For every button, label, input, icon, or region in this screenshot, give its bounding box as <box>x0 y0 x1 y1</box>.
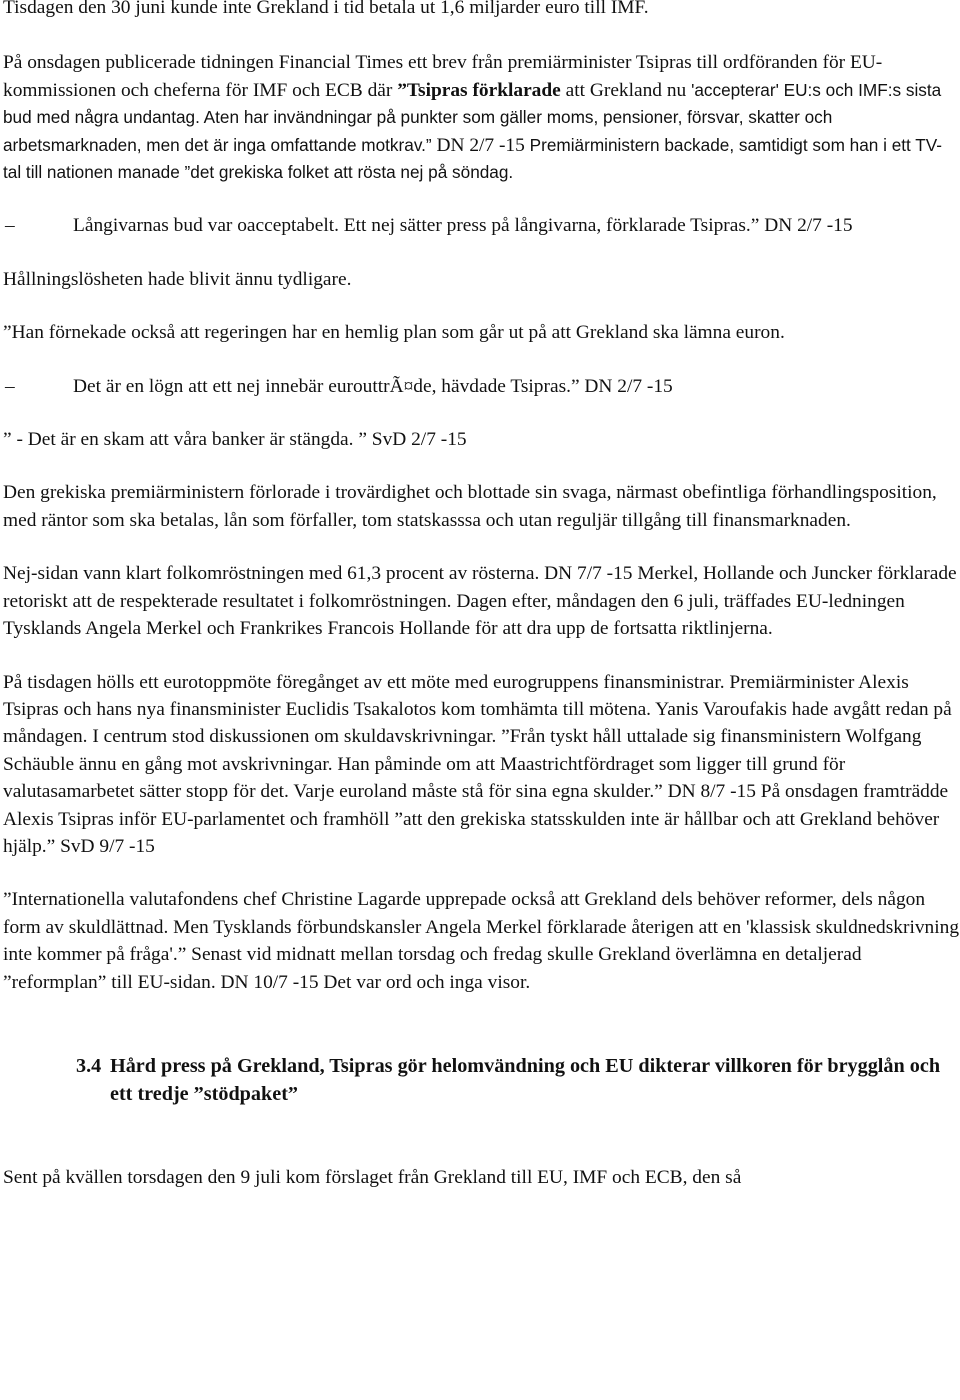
text-run: att Grekland nu <box>560 79 692 101</box>
quote-run: Premiärministern backade, samtidigt som han i ett TV-tal till nationen manade ”det grekiska folket att rösta nej på söndag. <box>3 134 943 183</box>
paragraph-imf-lagarde: ”Internationella valutafondens chef Christine Lagarde upprepade också att Grekland dels behöver reformer, dels någon form av skuldlättnad. Men Tysklands förbundskansler Angela Merkel förklarade återigen att en 'klassisk skuldnedskrivning inte kommer på fråga'.” Senast vid midnatt mellan torsdag och fredag skulle Grekland överlämna en detaljerad ”reformplan” till EU-sidan. DN 10/7 -15 Det var ord och inga visor. <box>3 889 960 993</box>
paragraph-inconsistency: Hållningslösheten hade blivit ännu tydligare. <box>3 268 352 290</box>
paragraph-imf-payment: Tisdagen den 30 juni kunde inte Grekland i tid betala ut 1,6 miljarder euro till IMF. <box>3 0 649 18</box>
paragraph-referendum: Nej-sidan vann klart folkomröstningen med 61,3 procent av rösterna. DN 7/7 -15 Merkel, Hollande och Juncker förklarade retoriskt att de respekterade resultatet i folkomröstningen. Dagen efter, måndagen den 6 juli, träffades EU-ledningen Tysklands Angela Merkel och Frankrikes Francois Hollande för att dra upp de fortsatta riktlinjerna. <box>3 563 957 640</box>
section-title: Hård press på Grekland, Tsipras gör helomvändning och EU dikterar villkoren för brygglån och ett tredje ”stödpaket” <box>110 1054 941 1105</box>
dash-item-lie <box>3 373 960 400</box>
paragraph-euro-summit: På tisdagen hölls ett eurotoppmöte föregånget av ett möte med eurogruppens finansministrar. Premiärminister Alexis Tsipras och hans nya finansminister Euclidis Tsakalotos kom tomhämta till mötena. Yanis Varoufakis hade avgått redan på måndagen. I centrum stod diskussionen om skuldavskrivningar. ”Från tyskt håll uttalade sig finansministern Wolfgang Schäuble ännu en gång mot avskrivningar. Han påminde om att Maastrichtfördraget som ligger till grund för valutasamarbetet sätter stopp för det. Varje euroland måste stå för sina egna skulder.” DN 8/7 -15 På onsdagen framträdde Alexis Tsipras inför EU-parlamentet och framhöll ”att den grekiska statsskulden inte är hållbar och att Grekland behöver hjälp.” SvD 9/7 -15 <box>3 671 952 857</box>
paragraph-credibility: Den grekiska premiärministern förlorade i trovärdighet och blottade sin svaga, närmast obefintliga förhandlingsposition, med räntor som ska betalas, lån som förfaller, tom statskasssa och utan reguljär tillgång till finansmarknaden. <box>3 482 937 531</box>
bold-quote: ”Tsipras förklarade <box>397 79 561 101</box>
text-run: DN 2/7 -15 <box>431 134 530 156</box>
dash-item-text: Långivarnas bud var oacceptabelt. Ett nej sätter press på långivarna, förklarade Tsipras.” DN 2/7 -15 <box>73 215 853 237</box>
paragraph-greek-proposal: Sent på kvällen torsdagen den 9 juli kom förslaget från Grekland till EU, IMF och ECB, den så <box>3 1166 742 1188</box>
dash-marker: – <box>5 215 15 237</box>
paragraph-banks-closed: ” - Det är en skam att våra banker är stängda. ” SvD 2/7 -15 <box>3 429 467 451</box>
text-run: På onsdagen publicerade tidningen Financial Times ett brev från premiärminister Tsipras till ordföranden för EU-kommissionen och cheferna för IMF och ECB där <box>3 52 883 101</box>
dash-marker: – <box>5 375 15 397</box>
document-body <box>3 0 960 1191</box>
paragraph-financial-times-letter <box>3 49 960 186</box>
section-heading <box>3 1052 960 1108</box>
paragraph-secret-plan: ”Han förnekade också att regeringen har en hemlig plan som går ut på att Grekland ska lämna euron. <box>3 322 785 344</box>
dash-item-text: Det är en lögn att ett nej innebär eurouttrÃ¤de, hävdade Tsipras.” DN 2/7 -15 <box>73 375 673 397</box>
quote-run: 'accepterar' EU:s och IMF:s sista bud med några undantag. Aten har invändningar på punkter som gäller moms, pensioner, försvar, skatter och arbetsmarknaden, men det är inga omfattande motkrav.” <box>3 79 942 155</box>
section-number: 3.4 <box>76 1054 102 1077</box>
dash-item-lenders-bid <box>3 212 960 239</box>
